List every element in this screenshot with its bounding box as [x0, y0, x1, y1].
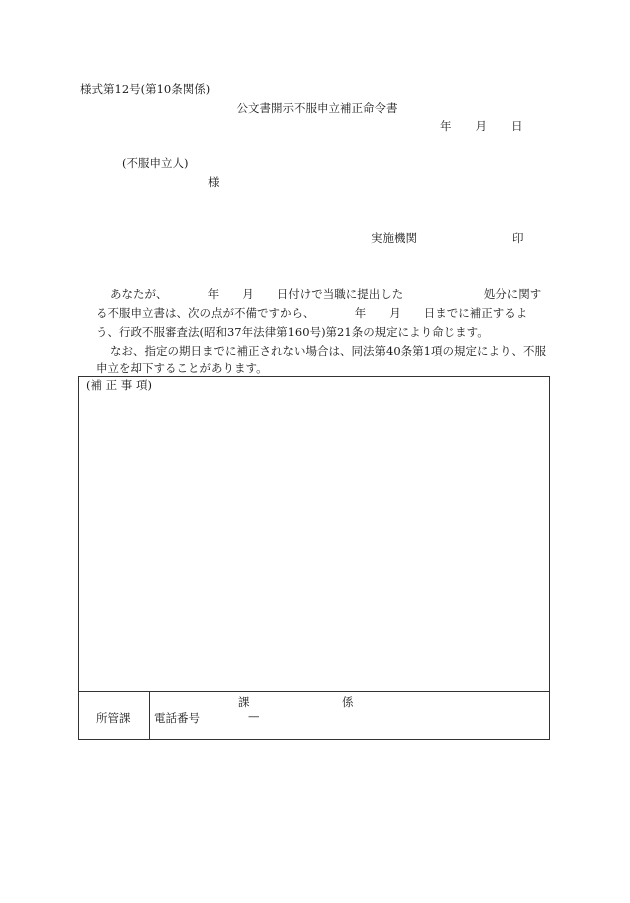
issuing-agency: 実施機関: [371, 231, 417, 245]
subsection-label: 係: [342, 695, 354, 709]
body-line-2: る不服申立書は、次の点が不備ですから、 年 月 日までに補正するよ: [96, 306, 528, 320]
correction-items-box: [78, 376, 550, 740]
body-line-5: 申立を却下することがあります。: [96, 361, 268, 375]
applicant-honorific: 様: [208, 175, 220, 189]
body-line-3: う、行政不服審査法(昭和37年法律第160号)第21条の規定により命じます。: [96, 325, 489, 339]
applicant-label: (不服申立人): [122, 156, 189, 170]
dept-label: 所管課: [96, 711, 131, 725]
dept-column-divider: [149, 691, 150, 739]
issue-date: [440, 121, 523, 133]
seal-mark: 印: [512, 231, 524, 245]
phone-dash: —: [248, 709, 260, 723]
date-month: 月: [475, 119, 487, 133]
document-title: 公文書開示不服申立補正命令書: [236, 101, 398, 115]
body-line-4: なお、指定の期日までに補正されない場合は、同法第40条第1項の規定により、不服: [110, 344, 546, 358]
correction-items-label: (補 正 事 項): [86, 378, 152, 392]
date-year: 年: [440, 119, 452, 133]
date-day: 日: [511, 119, 523, 133]
form-number: 様式第12号(第10条関係): [80, 82, 211, 96]
section-label: 課: [238, 695, 250, 709]
phone-label: 電話番号: [154, 711, 200, 725]
body-line-1: あなたが、 年 月 日付けで当職に提出した 処分に関す: [110, 287, 542, 301]
